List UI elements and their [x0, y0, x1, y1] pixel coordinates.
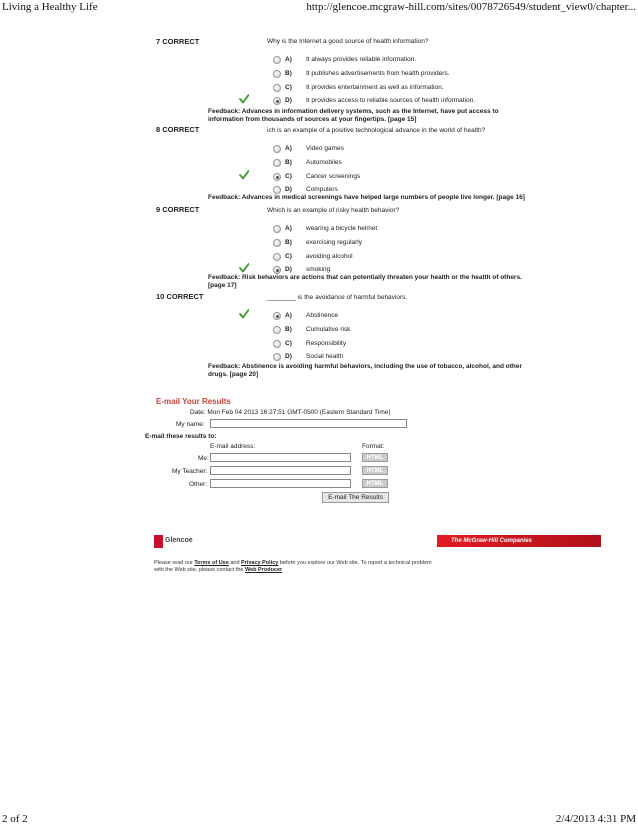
option-letter: D)	[285, 353, 292, 360]
answer-option[interactable]	[273, 225, 533, 235]
me-label: Me:	[198, 455, 209, 462]
radio-icon[interactable]	[273, 97, 281, 105]
option-letter: A)	[285, 56, 292, 63]
option-letter: C)	[285, 253, 292, 260]
option-text: Responsibility	[306, 340, 347, 347]
radio-icon[interactable]	[273, 340, 281, 348]
option-letter: A)	[285, 145, 292, 152]
option-text: Computers	[306, 186, 338, 193]
radio-icon[interactable]	[273, 312, 281, 320]
option-text: smoking	[306, 266, 331, 273]
radio-icon[interactable]	[273, 159, 281, 167]
option-text: Automobiles	[306, 159, 342, 166]
answer-option[interactable]	[273, 253, 533, 263]
email-results-title: E-mail Your Results	[156, 397, 231, 406]
option-text: Cumulative risk	[306, 326, 351, 333]
footnote	[154, 560, 434, 574]
option-letter: B)	[285, 159, 292, 166]
radio-icon[interactable]	[273, 70, 281, 78]
answer-option[interactable]	[273, 84, 533, 94]
results-date: Date: Mon Feb 04 2013 16:27:51 GMT-0500 (Eastern Standard Time)	[190, 409, 391, 416]
radio-icon[interactable]	[273, 239, 281, 247]
option-letter: D)	[285, 186, 292, 193]
feedback-text: Feedback: Advances in information delivery systems, such as the Internet, have put access to information from thousands of sources at your fingertips. [page 15]	[208, 108, 499, 123]
correct-check-icon	[239, 263, 249, 273]
radio-icon[interactable]	[273, 186, 281, 194]
answer-option[interactable]	[273, 173, 533, 183]
send-to-label: E-mail these results to:	[145, 433, 217, 440]
radio-icon[interactable]	[273, 56, 281, 64]
print-header-url: http://glencoe.mcgraw-hill.com/sites/0078726549/student_view0/chapter...	[306, 1, 636, 13]
option-text: wearing a bicycle helmet	[306, 225, 378, 232]
option-letter: B)	[285, 239, 292, 246]
option-letter: B)	[285, 326, 292, 333]
option-text: avoiding alcohol	[306, 253, 353, 260]
feedback-text: Feedback: Abstinence is avoiding harmful behaviors, including the use of tobacco, alcohol, and other drugs. [page 20]	[208, 363, 522, 378]
mcgraw-hill-logo: The McGraw-Hill Companies	[437, 535, 601, 547]
correct-check-icon	[239, 170, 249, 180]
answer-option[interactable]	[273, 145, 533, 155]
footnote-text-2: and	[228, 560, 242, 566]
feedback-text: Feedback: Advances in medical screenings have helped large numbers of people live longer. [page 16]	[208, 194, 525, 201]
glencoe-logo-text: Glencoe	[165, 537, 193, 544]
answer-option[interactable]	[273, 239, 533, 249]
option-text: Video games	[306, 145, 344, 152]
radio-icon[interactable]	[273, 173, 281, 181]
answer-option[interactable]	[273, 56, 533, 66]
correct-check-icon	[239, 94, 249, 104]
question-number: 8 CORRECT	[156, 125, 200, 134]
answer-option[interactable]	[273, 326, 533, 336]
other-email-input[interactable]	[210, 479, 351, 488]
web-producer-link[interactable]: Web Producer	[245, 567, 283, 573]
option-letter: A)	[285, 312, 292, 319]
option-text: It provides entertainment as well as information.	[306, 84, 444, 91]
email-results-button[interactable]: E-mail The Results	[322, 492, 389, 503]
glencoe-mark-icon	[154, 535, 163, 548]
print-footer-date: 2/4/2013 4:31 PM	[555, 813, 636, 825]
answer-option[interactable]	[273, 353, 533, 363]
correct-check-icon	[239, 309, 249, 319]
option-text: Cancer screenings	[306, 173, 361, 180]
print-footer-page: 2 of 2	[2, 813, 28, 825]
teacher-label: My Teacher:	[172, 468, 208, 475]
answer-option[interactable]	[273, 159, 533, 169]
option-text: It provides access to reliable sources of health information.	[306, 97, 476, 104]
privacy-policy-link[interactable]: Privacy Policy	[241, 560, 279, 566]
email-address-header: E-mail address:	[210, 443, 256, 450]
teacher-format-select[interactable]: HTML	[362, 466, 388, 475]
answer-option[interactable]	[273, 70, 533, 80]
radio-icon[interactable]	[273, 253, 281, 261]
footnote-text-3: before you explore our Web site. To report a technical problem with the Web site, please contact the	[154, 560, 432, 573]
answer-option[interactable]	[273, 340, 533, 350]
print-header-title: Living a Healthy Life	[2, 1, 98, 13]
radio-icon[interactable]	[273, 353, 281, 361]
answer-option[interactable]	[273, 312, 533, 322]
option-text: It always provides reliable information.	[306, 56, 417, 63]
option-text: It publishes advertisements from health providers.	[306, 70, 450, 77]
option-letter: B)	[285, 70, 292, 77]
question-number: 10 CORRECT	[156, 292, 204, 301]
radio-icon[interactable]	[273, 225, 281, 233]
other-label: Other:	[189, 481, 208, 488]
option-letter: D)	[285, 97, 292, 104]
answer-option[interactable]	[273, 97, 533, 107]
question-text: Why is the Internet a good source of health information?	[267, 38, 429, 45]
question-text: ich is an example of a positive technological advance in the world of health?	[267, 127, 486, 134]
option-text: exercising regularly	[306, 239, 362, 246]
my-name-label: My name:	[176, 421, 205, 428]
other-format-select[interactable]: HTML	[362, 479, 388, 488]
teacher-email-input[interactable]	[210, 466, 351, 475]
question-number: 9 CORRECT	[156, 205, 200, 214]
question-number: 7 CORRECT	[156, 37, 200, 46]
question-text: Which is an example of risky health behavior?	[267, 207, 400, 214]
footnote-text-1: Please read our	[154, 560, 195, 566]
me-format-select[interactable]: HTML	[362, 453, 388, 462]
option-letter: C)	[285, 340, 292, 347]
option-letter: C)	[285, 173, 292, 180]
radio-icon[interactable]	[273, 84, 281, 92]
me-email-input[interactable]	[210, 453, 351, 462]
radio-icon[interactable]	[273, 266, 281, 274]
feedback-text: Feedback: Risk behaviors are actions that can potentially threaten your health or the health of others. [page 17]	[208, 274, 522, 289]
option-letter: D)	[285, 266, 292, 273]
format-header: Format:	[362, 443, 385, 450]
terms-of-use-link[interactable]: Terms of Use	[194, 560, 229, 566]
radio-icon[interactable]	[273, 326, 281, 334]
my-name-input[interactable]	[210, 419, 407, 428]
option-text: Abstinence	[306, 312, 339, 319]
option-letter: A)	[285, 225, 292, 232]
question-text: ________ is the avoidance of harmful behaviors.	[267, 294, 408, 301]
glencoe-logo	[154, 535, 200, 548]
radio-icon[interactable]	[273, 145, 281, 153]
option-letter: C)	[285, 84, 292, 91]
option-text: Social health	[306, 353, 344, 360]
